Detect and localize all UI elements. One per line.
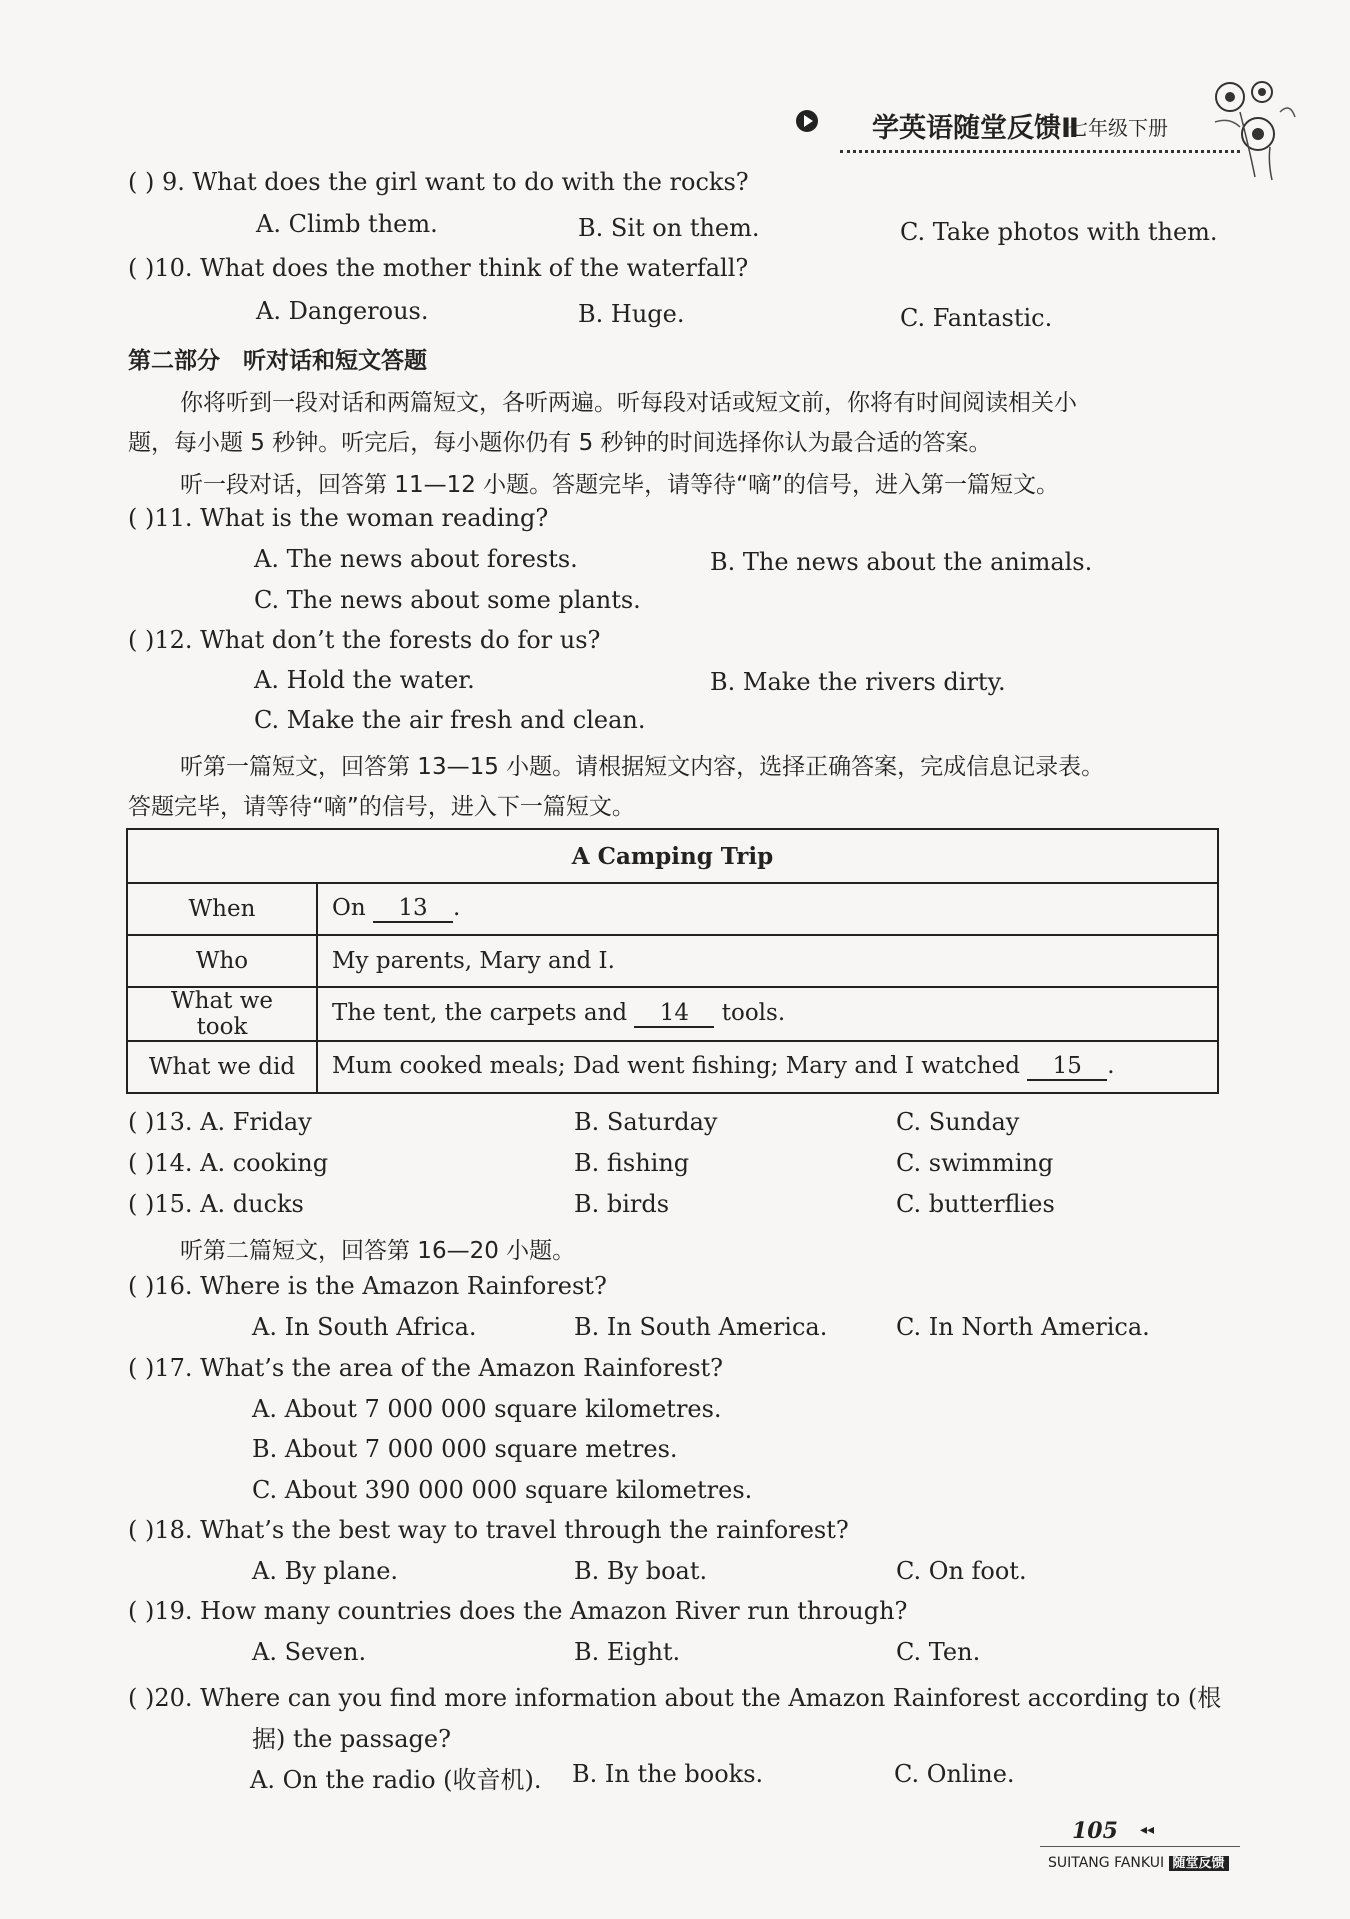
question-16-option-b: B. In South America. xyxy=(574,1313,828,1341)
row-label-when: When xyxy=(127,883,317,935)
footer-rule xyxy=(1040,1846,1240,1847)
question-10-option-b: B. Huge. xyxy=(578,300,685,328)
blank-15: 15 xyxy=(1027,1053,1107,1081)
footer-brand-text: SUITANG FANKUI xyxy=(1048,1855,1165,1871)
passage1-instruction-line2: 答题完毕，请等待“嘀”的信号，进入下一篇短文。 xyxy=(128,794,635,820)
question-9-option-a: A. Climb them. xyxy=(256,210,438,238)
question-10-stem: ( )10. What does the mother think of the waterfall? xyxy=(128,254,749,282)
question-13-stem: ( )13. A. Friday xyxy=(128,1108,312,1136)
question-17-option-c: C. About 390 000 000 square kilometres. xyxy=(252,1476,753,1504)
book-subtitle: 七年级下册 xyxy=(1068,116,1168,140)
question-20-option-c: C. Online. xyxy=(894,1760,1015,1788)
question-11-option-c: C. The news about some plants. xyxy=(254,586,641,614)
passage1-instruction-line1: 听第一篇短文，回答第 13—15 小题。请根据短文内容，选择正确答案，完成信息记录表。 xyxy=(180,754,1105,780)
part2-intro-line1: 你将听到一段对话和两篇短文，各听两遍。听每段对话或短文前，你将有时间阅读相关小 xyxy=(180,390,1077,416)
double-arrow-icon: ◂◂ xyxy=(1140,1822,1155,1838)
row-label-what-we-did: What we did xyxy=(127,1041,317,1093)
question-12-stem: ( )12. What don’t the forests do for us? xyxy=(128,626,601,654)
footer-brand xyxy=(1048,1852,1229,1871)
question-9-option-b: B. Sit on them. xyxy=(578,214,760,242)
question-19-stem: ( )19. How many countries does the Amazon River run through? xyxy=(128,1597,908,1625)
question-20-option-b: B. In the books. xyxy=(572,1760,764,1788)
footer-badge: 随堂反馈 xyxy=(1169,1856,1229,1871)
question-10-option-c: C. Fantastic. xyxy=(900,304,1053,332)
table-row xyxy=(127,935,1218,987)
question-12-option-b: B. Make the rivers dirty. xyxy=(710,668,1006,696)
question-16-option-c: C. In North America. xyxy=(896,1313,1150,1341)
question-20-option-a: A. On the radio (收音机). xyxy=(250,1766,542,1794)
question-20-stem-continued: 据) the passage? xyxy=(252,1725,451,1753)
part2-intro-line2: 题，每小题 5 秒钟。听完后，每小题你仍有 5 秒钟的时间选择你认为最合适的答案。 xyxy=(128,430,992,456)
camping-trip-table xyxy=(126,828,1219,1094)
part2-heading: 第二部分 听对话和短文答题 xyxy=(128,348,427,374)
question-18-option-b: B. By boat. xyxy=(574,1557,708,1585)
book-title: 学英语随堂反馈Ⅱ xyxy=(872,113,1079,144)
table-row xyxy=(127,987,1218,1041)
row-value-who: My parents, Mary and I. xyxy=(317,935,1218,987)
row-label-what-we-took: What we took xyxy=(127,987,317,1041)
question-15-stem: ( )15. A. ducks xyxy=(128,1190,304,1218)
row-value-when: On 13 . xyxy=(317,883,1218,935)
question-14-stem: ( )14. A. cooking xyxy=(128,1149,329,1177)
row-value-what-we-took: The tent, the carpets and 14 tools. xyxy=(317,987,1218,1041)
table-row xyxy=(127,1041,1218,1093)
passage2-instruction: 听第二篇短文，回答第 16—20 小题。 xyxy=(180,1238,576,1264)
question-13-option-c: C. Sunday xyxy=(896,1108,1020,1136)
question-17-option-a: A. About 7 000 000 square kilometres. xyxy=(252,1395,722,1423)
question-18-stem: ( )18. What’s the best way to travel through the rainforest? xyxy=(128,1516,849,1544)
question-9-option-c: C. Take photos with them. xyxy=(900,218,1218,246)
question-13-option-b: B. Saturday xyxy=(574,1108,718,1136)
question-15-option-b: B. birds xyxy=(574,1190,670,1218)
table-row xyxy=(127,883,1218,935)
flower-decoration-icon xyxy=(1200,72,1300,182)
table-title: A Camping Trip xyxy=(127,829,1218,883)
blank-14: 14 xyxy=(634,1000,714,1028)
question-14-option-b: B. fishing xyxy=(574,1149,690,1177)
question-11-stem: ( )11. What is the woman reading? xyxy=(128,504,549,532)
dialog-instruction: 听一段对话，回答第 11—12 小题。答题完毕，请等待“嘀”的信号，进入第一篇短文。 xyxy=(180,472,1059,498)
question-19-option-a: A. Seven. xyxy=(252,1638,367,1666)
question-15-option-c: C. butterflies xyxy=(896,1190,1055,1218)
question-12-option-c: C. Make the air fresh and clean. xyxy=(254,706,646,734)
question-14-option-c: C. swimming xyxy=(896,1149,1054,1177)
question-18-option-c: C. On foot. xyxy=(896,1557,1027,1585)
question-19-option-b: B. Eight. xyxy=(574,1638,681,1666)
play-circle-icon xyxy=(796,110,818,132)
question-16-option-a: A. In South Africa. xyxy=(252,1313,477,1341)
question-17-option-b: B. About 7 000 000 square metres. xyxy=(252,1435,678,1463)
row-label-who: Who xyxy=(127,935,317,987)
question-11-option-a: A. The news about forests. xyxy=(254,545,578,573)
header-dotted-rule xyxy=(840,150,1240,153)
question-19-option-c: C. Ten. xyxy=(896,1638,981,1666)
question-9-stem: ( ) 9. What does the girl want to do with the rocks? xyxy=(128,168,749,196)
question-11-option-b: B. The news about the animals. xyxy=(710,548,1093,576)
table-title-row xyxy=(127,829,1218,883)
question-20-stem: ( )20. Where can you find more information about the Amazon Rainforest according to (根 xyxy=(128,1684,1222,1712)
page-number: 105 xyxy=(1072,1818,1118,1844)
question-18-option-a: A. By plane. xyxy=(252,1557,399,1585)
row-value-what-we-did: Mum cooked meals; Dad went fishing; Mary and I watched 15 . xyxy=(317,1041,1218,1093)
question-17-stem: ( )17. What’s the area of the Amazon Rainforest? xyxy=(128,1354,724,1382)
question-16-stem: ( )16. Where is the Amazon Rainforest? xyxy=(128,1272,607,1300)
question-10-option-a: A. Dangerous. xyxy=(256,297,429,325)
question-12-option-a: A. Hold the water. xyxy=(254,666,475,694)
blank-13: 13 xyxy=(373,895,453,923)
